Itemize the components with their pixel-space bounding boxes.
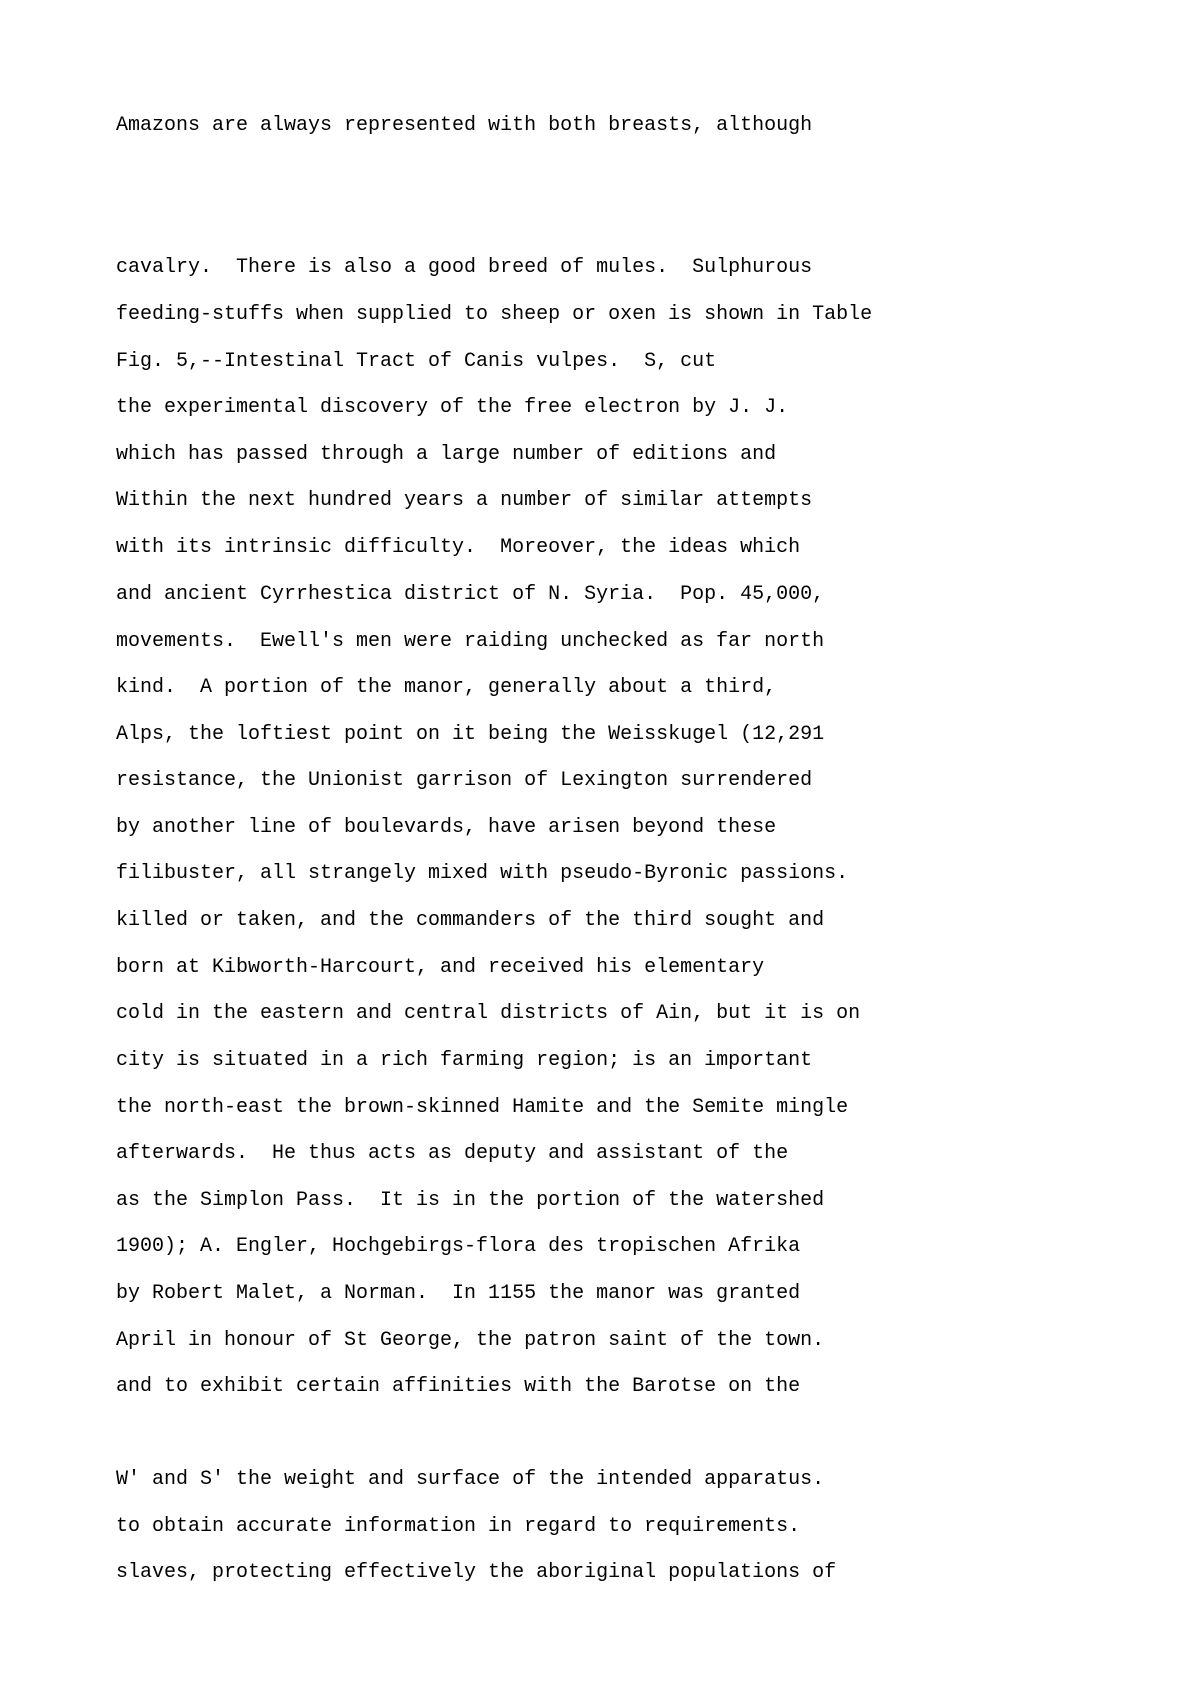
text-line: Fig. 5,--Intestinal Tract of Canis vulpes. S, cut (116, 350, 717, 373)
text-line: cold in the eastern and central districts of Ain, but it is on (116, 1002, 861, 1025)
text-line: movements. Ewell's men were raiding unchecked as far north (116, 630, 825, 653)
text-line: Alps, the loftiest point on it being the Weisskugel (12,291 (116, 723, 825, 746)
text-line: killed or taken, and the commanders of the third sought and (116, 909, 825, 932)
text-line: April in honour of St George, the patron saint of the town. (116, 1329, 825, 1352)
text-line: with its intrinsic difficulty. Moreover, the ideas which (116, 536, 801, 559)
text-line: kind. A portion of the manor, generally about a third, (116, 676, 777, 699)
text-line: Within the next hundred years a number of similar attempts (116, 489, 813, 512)
text-line: Amazons are always represented with both breasts, although (116, 114, 813, 137)
text-line: by another line of boulevards, have arisen beyond these (116, 816, 777, 839)
text-line: afterwards. He thus acts as deputy and assistant of the (116, 1142, 789, 1165)
text-line: as the Simplon Pass. It is in the portion of the watershed (116, 1189, 825, 1212)
text-line: the experimental discovery of the free electron by J. J. (116, 396, 789, 419)
text-line: resistance, the Unionist garrison of Lexington surrendered (116, 769, 813, 792)
text-line: cavalry. There is also a good breed of mules. Sulphurous (116, 256, 813, 279)
text-line: to obtain accurate information in regard to requirements. (116, 1515, 801, 1538)
text-line: born at Kibworth-Harcourt, and received his elementary (116, 956, 765, 979)
text-line: and ancient Cyrrhestica district of N. Syria. Pop. 45,000, (116, 583, 825, 606)
text-line: slaves, protecting effectively the aboriginal populations of (116, 1561, 837, 1584)
text-line: which has passed through a large number of editions and (116, 443, 777, 466)
text-line: 1900); A. Engler, Hochgebirgs-flora des tropischen Afrika (116, 1235, 801, 1258)
text-line: filibuster, all strangely mixed with pseudo-Byronic passions. (116, 862, 849, 885)
text-line: the north-east the brown-skinned Hamite and the Semite mingle (116, 1096, 849, 1119)
text-line: by Robert Malet, a Norman. In 1155 the manor was granted (116, 1282, 801, 1305)
text-line: feeding-stuffs when supplied to sheep or oxen is shown in Table (116, 303, 873, 326)
text-line: city is situated in a rich farming region; is an important (116, 1049, 813, 1072)
text-line: W' and S' the weight and surface of the intended apparatus. (116, 1468, 825, 1491)
text-line: and to exhibit certain affinities with the Barotse on the (116, 1375, 801, 1398)
